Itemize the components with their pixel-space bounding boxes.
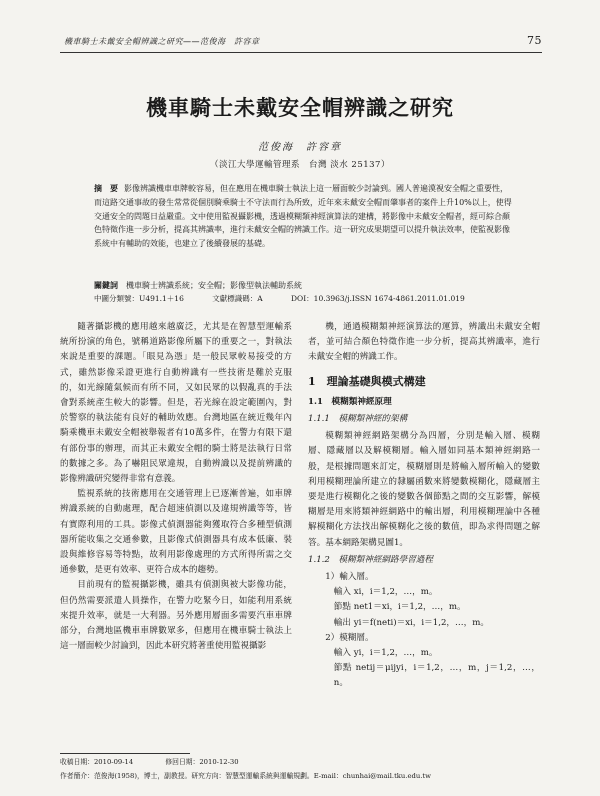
intro-paragraph-2: 監視系統的技術應用在交通管理上已逐漸普遍，如車牌辨識系統的自動處理，配合超速偵測以及違規辨識等等，皆有實際利用的工具。影像式偵測器能夠獲取符合多種型偵測器所能收集之交通參數，且影像式偵測器具有成本低廉、裝設與維修容易等特點，故利用影像處理的方式所得所需之交通參數，是更有效率、更符合成本的趨勢。 bbox=[60, 489, 292, 576]
step2-label: 2）模糊層。 bbox=[325, 632, 374, 643]
step1-label: 1）輸入層。 bbox=[325, 572, 374, 583]
header-divider bbox=[60, 52, 542, 53]
step1-output: 輸出 yi＝f(neti)＝xi，i＝1,2，…，m。 bbox=[333, 617, 489, 628]
classification-line bbox=[94, 293, 544, 305]
revised-date: 修回日期：2010-12-30 bbox=[165, 758, 239, 766]
intro-paragraph-3: 目前現有的監視攝影機，雖具有偵測與被大影像功能，但仍然需要派遣人員操作，在警力吃緊今日，如能利用系統來提升效率，就是一大利器。另外應用層面多需要汽車車牌部分，台灣地區機車車牌數眾多，但應用在機車騎士執法上這一層面較少討論到，因此本研究將著重使用監視攝影 bbox=[60, 580, 292, 652]
architecture-paragraph: 模糊類神經網路架構分為四層，分別是輸入層、模糊層、隱藏層以及解模糊層。輸入層如同基本類神經網路一般，是根據問題來訂定，模糊層則是將輸入層所輸入的變數利用模糊理論所建立的隸屬函數來將變數模糊化，隱藏層主要是進行模糊化之後的變數各個節點之間的交互影響，解模糊層是用來將類神經網路中的輸出層，利用模糊理論中各種解模糊化方法找出解模糊化之後的數值，即為求得問題之解答。基本網路架構見圖1。 bbox=[308, 431, 540, 548]
keywords-text: 機車騎士辨識系統；安全帽；影像型執法輔助系統 bbox=[126, 281, 302, 290]
footnote-divider bbox=[60, 753, 190, 754]
section-heading-1: 1 理論基礎與模式構建 bbox=[308, 374, 426, 388]
page-number: 75 bbox=[527, 34, 542, 47]
step2-input: 輸入 yi，i＝1,2，…，m。 bbox=[333, 648, 438, 659]
document-code: 文獻標識碼：A bbox=[212, 294, 263, 303]
section-heading-1-1-2: 1.1.2 模糊類神經網路學習過程 bbox=[308, 554, 433, 565]
intro-paragraph-continued: 機，通過模糊類神經演算法的運算，辨識出未戴安全帽者，並可結合顏色特徵作進一步分析，提高其辨識率，進行未戴安全帽的辨識工作。 bbox=[308, 322, 540, 363]
paper-affiliation: （淡江大學運輸管理系 台灣 淡水 25137） bbox=[210, 160, 390, 170]
paper-authors: 范俊海 許容章 bbox=[258, 142, 342, 153]
step2-node: 節點 netij＝μijyi，i＝1,2，…，m，j＝1,2，…，n。 bbox=[333, 663, 540, 689]
step1-input: 輸入 xi，i＝1,2，…，m。 bbox=[333, 587, 438, 598]
footnote-author-info: 作者簡介：范俊海(1958)，博士，副教授。研究方向：智慧型運輸系統與運輸規劃。E-mail：chunhai@mail.tku.edu.tw bbox=[60, 772, 431, 780]
clc-number: 中圖分類號：U491.1＋16 bbox=[94, 294, 184, 303]
running-head bbox=[64, 34, 542, 48]
keywords bbox=[94, 279, 514, 292]
abstract bbox=[94, 182, 514, 251]
doi-issn: DOI：10.3963/j.ISSN 1674-4861.2011.01.019 bbox=[291, 294, 465, 303]
keywords-label: 關鍵詞 bbox=[94, 280, 118, 290]
section-heading-1-1: 1.1 模糊類神經原理 bbox=[308, 396, 392, 407]
paper-title: 機車騎士未戴安全帽辨識之研究 bbox=[146, 95, 454, 120]
section-heading-1-1-1: 1.1.1 模糊類神經的架構 bbox=[308, 414, 408, 425]
step1-node: 節點 net1＝xi，i＝1,2，…，m。 bbox=[333, 602, 466, 613]
intro-paragraph-1: 隨著攝影機的應用越來越廣泛，尤其是在智慧型運輸系統所扮演的角色，號稱道路影像所屬下的重要之一，對執法來說是重要的課題。「眼見為憑」是一般民眾較易接受的方式，雖然影像采證更進行自動辨識有一些技術是難於克服的，如光線隨氣候而有所不同，又如民眾的以假亂真的手法會對系統產生較大的影響。但是，若光線在設定範圍內，對於警察的執法能有良好的輔助效應。台灣地區在統近幾年內騎乘機車未戴安全帽被舉報者有10萬多件，在警力有限下還有部份事的辦理，而其正未戴安全帽的騎士將是法執行日常的數據之多。為了嚇阻民眾違規，自動辨識以及提前辨識的影像辨識研究變得非常有意義。 bbox=[60, 322, 292, 485]
left-column bbox=[60, 320, 292, 654]
abstract-text: 影像辨識機車車牌較容易，但在應用在機車騎士執法上這一層面較少討論到。國人普遍漠視安全帽之重要性，而這路交通事故的發生常常從個別騎乘騎士不守法而行為所致，近年來未戴安全帽而肇事者的案件上升10%以上，使得交通安全的問題日益嚴重。文中使用監視攝影機，透過模糊類神經演算法的建構，將影像中未戴安全帽者，經可綜合顏色特徵作進一步分析，提高其辨識率，進行未戴安全帽的辨識工作。這一研究成果期望可以提升執法效率，使監視影像系統中有輔助的效能，也建立了後續發展的基礎。 bbox=[94, 184, 512, 249]
abstract-label: 摘 要 bbox=[94, 183, 118, 193]
footnote-dates bbox=[60, 756, 542, 768]
running-head-title: 機車騎士未戴安全帽辨識之研究——范俊海 許容章 bbox=[64, 37, 260, 46]
right-column bbox=[308, 320, 540, 692]
received-date: 收稿日期：2010-09-14 bbox=[60, 758, 134, 766]
